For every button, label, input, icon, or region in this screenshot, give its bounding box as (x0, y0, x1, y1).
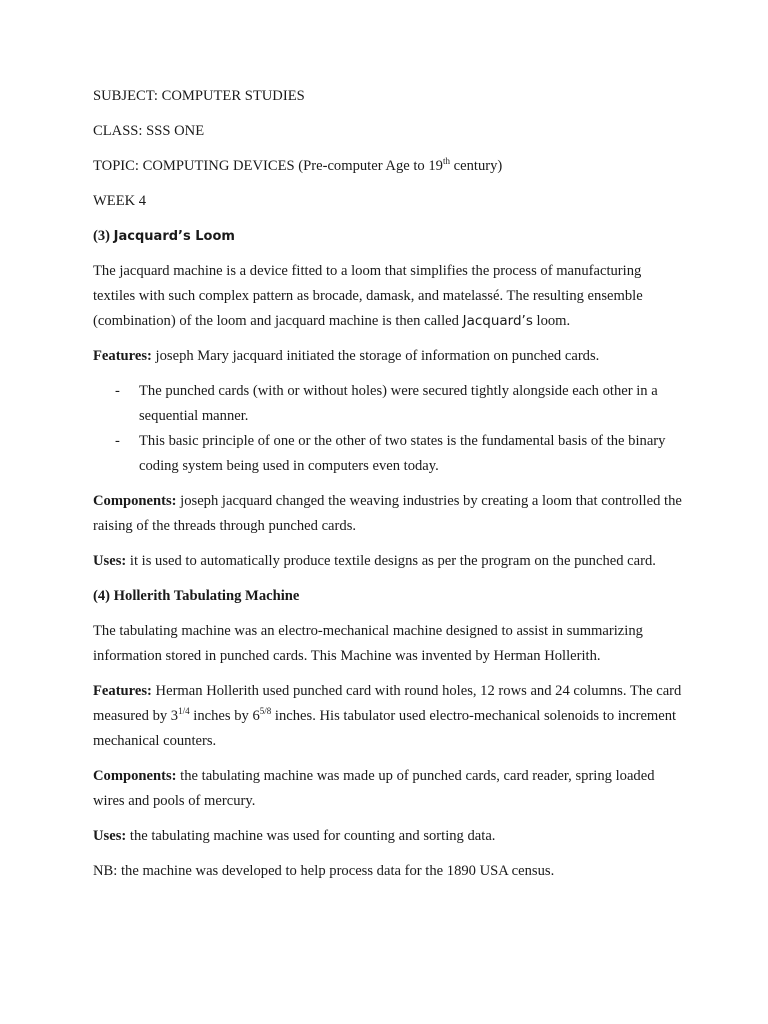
list-item-text: The punched cards (with or without holes) were secured tightly alongside each other in a sequential manner. (139, 383, 658, 424)
section3-uses (93, 549, 683, 574)
section4-features-label: Features: (93, 683, 152, 699)
section4-components-label: Components: (93, 768, 177, 784)
section3-features-label: Features: (93, 348, 152, 364)
list-item (93, 429, 683, 479)
dash-bullet: - (115, 433, 120, 449)
section4-uses-label: Uses: (93, 828, 127, 844)
week-line: WEEK 4 (93, 193, 147, 209)
section4-nb-note: NB: the machine was developed to help process data for the 1890 USA census. (93, 863, 555, 879)
section3-components-label: Components: (93, 493, 177, 509)
section3-heading-number: (3) (93, 228, 114, 244)
section3-intro-term: Jacquard’s (462, 313, 533, 329)
topic-line (93, 154, 683, 179)
section4-features-text-b: inches by 6 (189, 708, 260, 724)
section4-heading: (4) Hollerith Tabulating Machine (93, 588, 300, 604)
section3-components-text: joseph jacquard changed the weaving industries by creating a loom that controlled the raising of the threads through punched cards. (93, 493, 682, 534)
section3-bullet-list (93, 379, 683, 479)
section4-components-text: the tabulating machine was made up of punched cards, card reader, spring loaded wires and pools of mercury. (93, 768, 655, 809)
section3-intro-end: loom. (532, 313, 571, 329)
section3-uses-label: Uses: (93, 553, 127, 569)
list-item-text: This basic principle of one or the other of two states is the fundamental basis of the binary coding system being used in computers even today. (139, 433, 666, 474)
section4-features-sup1: 1/4 (178, 706, 190, 716)
list-item (93, 379, 683, 429)
document-page (93, 84, 683, 894)
section4-uses (93, 824, 683, 849)
section3-intro (93, 259, 683, 334)
dash-bullet: - (115, 383, 120, 399)
class-line: CLASS: SSS ONE (93, 123, 205, 139)
section3-heading (93, 224, 683, 249)
section3-heading-title: Jacquard’s Loom (113, 229, 235, 244)
section3-features (93, 344, 683, 369)
topic-prefix: TOPIC: COMPUTING DEVICES (Pre-computer Age to 19 (93, 158, 443, 174)
section4-features (93, 679, 683, 754)
section3-features-text: joseph Mary jacquard initiated the storage of information on punched cards. (151, 348, 600, 364)
section4-components (93, 764, 683, 814)
topic-superscript: th (442, 156, 450, 166)
section3-uses-text: it is used to automatically produce textile designs as per the program on the punched card. (126, 553, 656, 569)
section3-intro-text: The jacquard machine is a device fitted to a loom that simplifies the process of manufacturing textiles with such complex pattern as brocade, damask, and matelassé. The resulting ensemble (combination) of the loom and jacquard machine is then called (93, 263, 643, 329)
section4-intro: The tabulating machine was an electro-mechanical machine designed to assist in summarizing information stored in punched cards. This Machine was invented by Herman Hollerith. (93, 623, 643, 664)
section4-uses-text: the tabulating machine was used for counting and sorting data. (126, 828, 496, 844)
section4-features-text-a: Herman Hollerith used punched card with round holes, 12 rows and 24 columns. The card measured by 3 (93, 683, 682, 724)
section4-features-text-c: inches. His tabulator used electro-mechanical solenoids to increment mechanical counters. (93, 708, 677, 749)
topic-suffix: century) (449, 158, 503, 174)
section4-features-sup2: 5/8 (259, 706, 272, 716)
section3-components (93, 489, 683, 539)
subject-line: SUBJECT: COMPUTER STUDIES (93, 88, 305, 104)
